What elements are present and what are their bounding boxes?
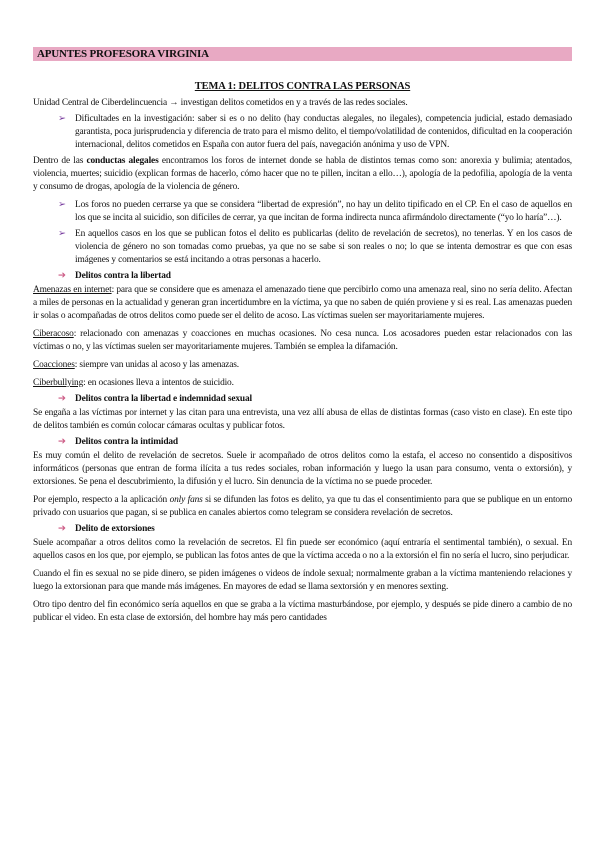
header-title: APUNTES PROFESORA VIRGINIA xyxy=(37,48,209,60)
arrow-right-icon: ➔ xyxy=(58,437,66,447)
paragraph-conductas-alegales: Dentro de las conductas alegales encontramos los foros de internet donde se habla de distintos temas como son: anorexia y bulimia; atentados, violencia, muertes; suicidio (explican formas de hacerlo, cómo hacer que no te pillen, incitan a ello…), apología de la pedofilia, apología de la venta y consumo de drogas, apología de la violencia de género. xyxy=(33,156,573,192)
document-body xyxy=(33,80,572,628)
arrow-bullet-icon: ➢ xyxy=(58,114,66,124)
header-band xyxy=(33,47,572,61)
paragraph-extorsion-3: Otro tipo dentro del fin económico sería aquellos en que se graba a la víctima masturbándose, por ejemplo, y después se pide dinero a cambio de no publicar el video. En esta clase de extorsión, del hombre hay más pero cantidades xyxy=(33,600,572,623)
paragraph-extorsion-2: Cuando el fin es sexual no se pide dinero, se piden imágenes o videos de índole sexual; normalmente graban a la víctima manteniendo relaciones y luego la extorsionan para que mande más imágenes. En mayores de edad se llama sextorsión y en menores sexting. xyxy=(33,569,572,592)
bullet-foros: ➢ Los foros no pueden cerrarse ya que se considera “libertad de expresión”, no hay un delito tipificado en el CP. En el caso de aquellos en los que se incita al suicidio, son difíciles de cerrar, ya que incitan de forma indirecta nunca afirmándolo directamente (“yo lo haría”…). xyxy=(58,200,572,223)
arrow-bullet-icon: ➢ xyxy=(58,229,66,239)
paragraph-ciberbullying: Ciberbullying: en ocasiones lleva a intentos de suicidio. xyxy=(33,378,234,388)
paragraph-extorsion-1: Suele acompañar a otros delitos como la revelación de secretos. El fin puede ser económico (aquí entraría el sentimental también), o sexual. En aquellos casos en los que, por ejemplo, se publican las fotos antes de que la víctima acceda o no a la extorsión el fin no sería el lucro, sino perjudicar. xyxy=(33,538,572,561)
arrow-right-icon: ➔ xyxy=(58,271,66,281)
arrow-right-icon: ➔ xyxy=(58,524,66,534)
section-heading-libertad: ➔ Delitos contra la libertad xyxy=(58,271,171,281)
paragraph-onlyfans: Por ejemplo, respecto a la aplicación only fans si se difunden las fotos es delito, ya que tu das el consentimiento para que se publique en un entorno privado con usuarios que pagan, si se publica en canales abiertos como telegram se considera revelación de secretos. xyxy=(33,495,572,518)
bullet-fotos: ➢ En aquellos casos en los que se publican fotos el delito es publicarlas (delito de revelación de secretos), no tenerlas. Y en los casos de violencia de género no son tomadas como pruebas, ya que no se sabe si son reales o no; lo que se intenta demostrar es que con esas imágenes y comentarios se está incitando a otras personas a hacerlo. xyxy=(58,229,572,265)
paragraph-ciberacoso: Ciberacoso: relacionado con amenazas y coacciones en muchas ocasiones. No cesa nunca. Los acosadores pueden estar relacionados con las víctimas o no, y las víctimas suelen ser mayoritariamente mujeres. También se emplea la difamación. xyxy=(33,329,572,352)
bullet-dificultades: ➢ Dificultades en la investigación: saber si es o no delito (hay conductas alegales, no ilegales), competencia judicial, estado demasiado garantista, poca jurisprudencia y diferencia de trato para el mismo delito, el tiempo/volatilidad de contenidos, dificultad en la cooperación internacional, delitos cometidos en España con autor fuera del país, navegación anónima y uso de VPN. xyxy=(58,114,572,150)
section-heading-intimidad: ➔ Delitos contra la intimidad xyxy=(58,437,178,447)
page-title: TEMA 1: DELITOS CONTRA LAS PERSONAS xyxy=(194,81,411,92)
section-heading-extorsiones: ➔ Delito de extorsiones xyxy=(58,524,155,534)
paragraph-coacciones: Coacciones: siempre van unidas al acoso y las amenazas. xyxy=(33,360,240,370)
paragraph-amenazas: Amenazas en internet: para que se considere que es amenaza el amenazado tiene que percibirlo como una amenaza real, sino no sería delito. Afectan a miles de personas en la actualidad y generan gran incertidumbre en la víctima, ya que no saben de quién proviene y si es real. Las amenazas pueden ir solas o acompañadas de otros delitos como puede ser el delito de acoso. Las víctimas suelen ser mayoritariamente mujeres. xyxy=(33,285,572,321)
paragraph-intimidad: Es muy común el delito de revelación de secretos. Suele ir acompañado de otros delitos como la estafa, el acceso no consentido a dispositivos informáticos (personas que entran de forma ilícita a tus redes sociales, roban información y luego la usan para consumo, venta o extorsión), y extorsiones. Se pena el descubrimiento, la difusión y el lucro. Sin denuncia de la víctima no se puede proceder. xyxy=(33,451,572,487)
section-heading-sexual: ➔ Delitos contra la libertad e indemnidad sexual xyxy=(58,394,252,404)
arrow-right-icon: ➔ xyxy=(58,394,66,404)
arrow-bullet-icon: ➢ xyxy=(58,200,66,210)
paragraph-sexual: Se engaña a las víctimas por internet y las citan para una entrevista, una vez allí abusa de ellas de distintas formas (caso visto en clase). En este tipo de delitos también es común colocar cámaras ocultas y publicar fotos. xyxy=(33,408,572,431)
intro-paragraph: Unidad Central de Ciberdelincuencia → investigan delitos cometidos en y a través de las redes sociales. xyxy=(33,98,408,108)
